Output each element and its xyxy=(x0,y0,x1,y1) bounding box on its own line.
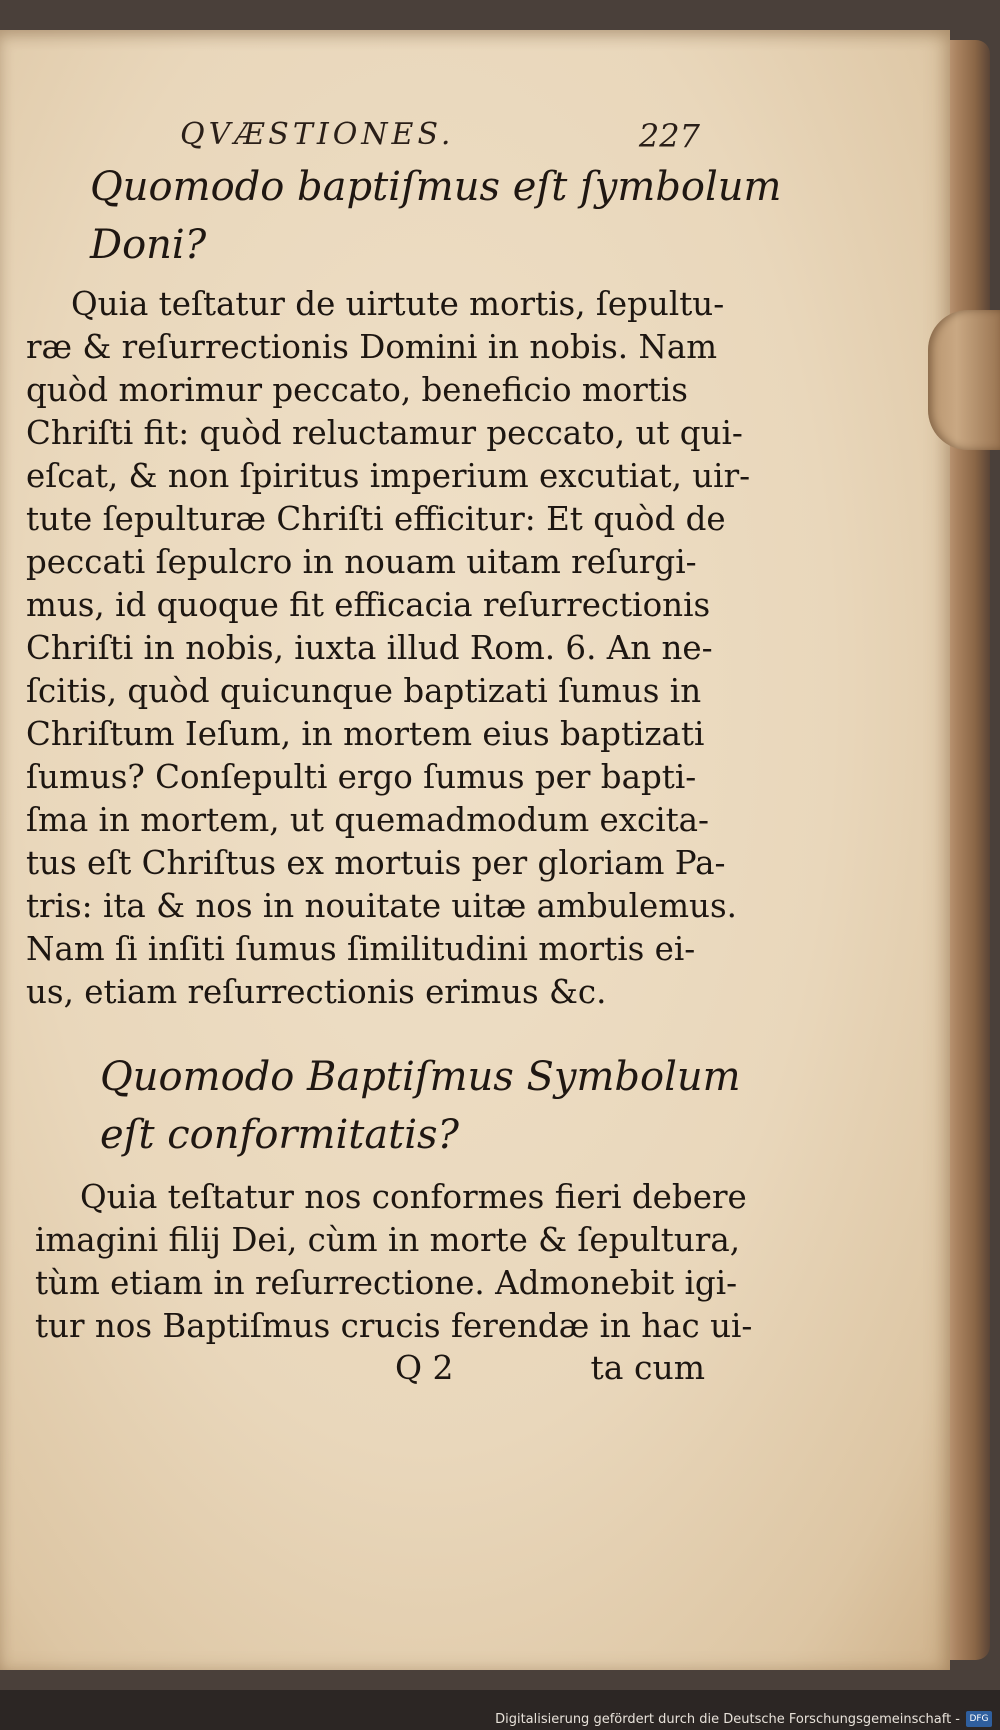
title-line: Quomodo baptiſmus eſt ſymbolum xyxy=(90,164,782,210)
answer-paragraph-1 xyxy=(26,283,751,1014)
text-line: tur nos Baptiſmus crucis ferendæ in hac ui- xyxy=(35,1307,753,1345)
text-line: tute ſepulturæ Chriſti efficitur: Et quòd de xyxy=(26,500,726,538)
text-line: ſumus? Conſepulti ergo ſumus per bapti- xyxy=(26,758,697,796)
text-line: imagini filij Dei, cùm in morte & ſepultura, xyxy=(35,1221,741,1259)
text-line: ſcitis, quòd quicunque baptizati ſumus in xyxy=(26,672,702,710)
question-title-2 xyxy=(100,1048,741,1164)
answer-paragraph-2 xyxy=(35,1176,753,1348)
text-line: Quia teſtatur de uirtute mortis, ſepultu- xyxy=(71,285,725,323)
question-title-1 xyxy=(90,158,782,274)
text-line: tris: ita & nos in nouitate uitæ ambulemus. xyxy=(26,887,738,925)
book-clasp xyxy=(928,310,1000,450)
running-title: QVÆSTIONES. xyxy=(180,117,455,152)
page-number: 227 xyxy=(638,117,700,155)
text-line: Chriſti in nobis, iuxta illud Rom. 6. An ne- xyxy=(26,629,713,667)
text-line: Chriſti fit: quòd reluctamur peccato, ut qui- xyxy=(26,414,743,452)
catchword: ta cum xyxy=(590,1348,705,1387)
funding-credit: Digitalisierung gefördert durch die Deutsche Forschungsgemeinschaft - xyxy=(495,1712,960,1727)
title-line: eſt conformitatis? xyxy=(100,1112,460,1158)
page-footer xyxy=(395,1348,705,1388)
text-line: ſma in mortem, ut quemadmodum excita- xyxy=(26,801,710,839)
text-line: peccati ſepulcro in nouam uitam reſurgi- xyxy=(26,543,697,581)
text-line: Quia teſtatur nos conformes fieri debere xyxy=(80,1178,747,1216)
text-line: Nam ſi inſiti ſumus ſimilitudini mortis ei- xyxy=(26,930,696,968)
text-line: mus, id quoque fit efficacia reſurrectionis xyxy=(26,586,711,624)
title-line: Quomodo Baptiſmus Symbolum xyxy=(100,1054,741,1100)
signature-mark: Q 2 xyxy=(395,1348,454,1387)
text-line: tus eſt Chriſtus ex mortuis per gloriam Pa- xyxy=(26,844,726,882)
dfg-logo-icon: DFG xyxy=(966,1711,992,1727)
text-line: tùm etiam in reſurrectione. Admonebit igi- xyxy=(35,1264,738,1302)
text-line: eſcat, & non ſpiritus imperium excutiat, uir- xyxy=(26,457,751,495)
page-header xyxy=(180,117,700,157)
text-line: Chriſtum Ieſum, in mortem eius baptizati xyxy=(26,715,705,753)
text-line: ræ & reſurrectionis Domini in nobis. Nam xyxy=(26,328,718,366)
text-line: quòd morimur peccato, beneficio mortis xyxy=(26,371,688,409)
text-line: us, etiam reſurrectionis erimus &c. xyxy=(26,973,607,1011)
title-line: Doni? xyxy=(90,222,207,268)
